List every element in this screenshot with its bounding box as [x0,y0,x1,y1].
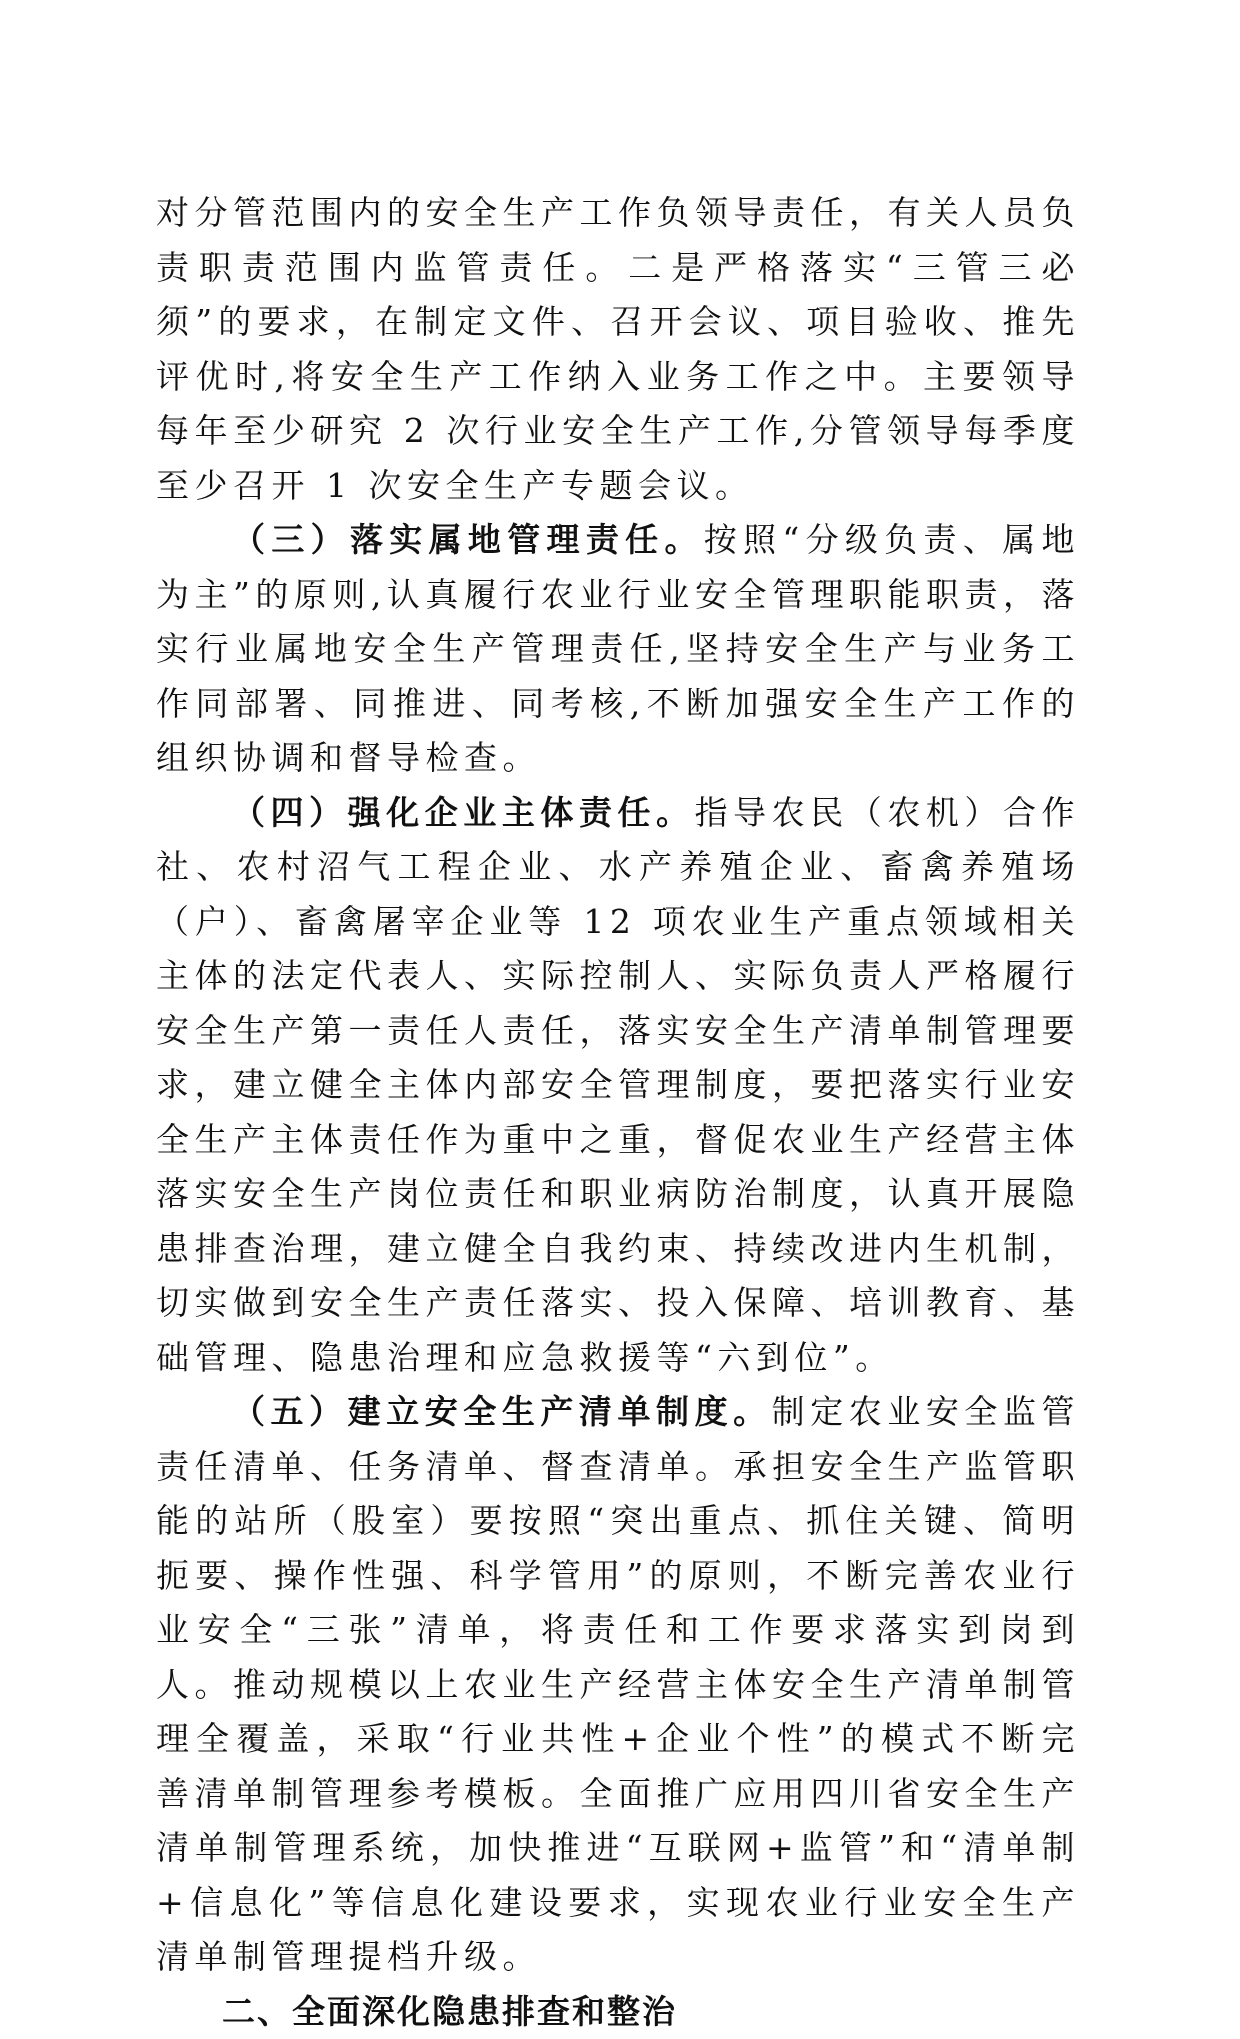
paragraph-heading: （四）强化企业主体责任。 [232,793,695,832]
paragraph-local-responsibility [156,513,1080,786]
paragraph-text: 按照“分级负责、属地为主”的原则,认真履行农业行业安全管理职能职责，落实行业属地安全生产管理责任,坚持安全生产与业务工作同部署、同推进、同考核,不断加强安全生产工作的组织协调和督导检查。 [156,520,1080,777]
paragraph-text: 制定农业安全监管责任清单、任务清单、督查清单。承担安全生产监管职能的站所（股室）要按照“突出重点、抓住关键、简明扼要、操作性强、科学管用”的原则，不断完善农业行业安全“三张”清单，将责任和工作要求落实到岗到人。推动规模以上农业生产经营主体安全生产清单制管理全覆盖，采取“行业共性+企业个性”的模式不断完善清单制管理参考模板。全面推广应用四川省安全生产清单制管理系统，加快推进“互联网+监管”和“清单制+信息化”等信息化建设要求，实现农业行业安全生产清单制管理提档升级。 [156,1392,1080,1976]
paragraph-heading: （五）建立安全生产清单制度。 [232,1392,772,1431]
document-body [156,186,1080,2039]
paragraph-text: 对分管范围内的安全生产工作负领导责任，有关人员负责职责范围内监管责任。二是严格落实“三管三必须”的要求，在制定文件、召开会议、项目验收、推先评优时,将安全生产工作纳入业务工作之中。主要领导每年至少研究 2 次行业安全生产工作,分管领导每季度至少召开 1 次安全生产专题会议。 [156,193,1080,505]
paragraph-heading: （三）落实属地管理责任。 [232,520,704,559]
paragraph-checklist-system [156,1385,1080,1985]
paragraph-continuation [156,186,1080,513]
paragraph-text: 指导农民（农机）合作社、农村沼气工程企业、水产养殖企业、畜禽养殖场（户）、畜禽屠宰企业等 12 项农业生产重点领域相关主体的法定代表人、实际控制人、实际负责人严格履行安全生产第一责任人责任，落实安全生产清单制管理要求，建立健全主体内部安全管理制度，要把落实行业安全生产主体责任作为重中之重，督促农业生产经营主体落实安全生产岗位责任和职业病防治制度，认真开展隐患排查治理，建立健全自我约束、持续改进内生机制，切实做到安全生产责任落实、投入保障、培训教育、基础管理、隐患治理和应急救援等“六到位”。 [156,793,1080,1377]
paragraph-enterprise-responsibility [156,786,1080,1386]
section-heading: 二、全面深化隐患排查和整治 [156,1985,1080,2039]
